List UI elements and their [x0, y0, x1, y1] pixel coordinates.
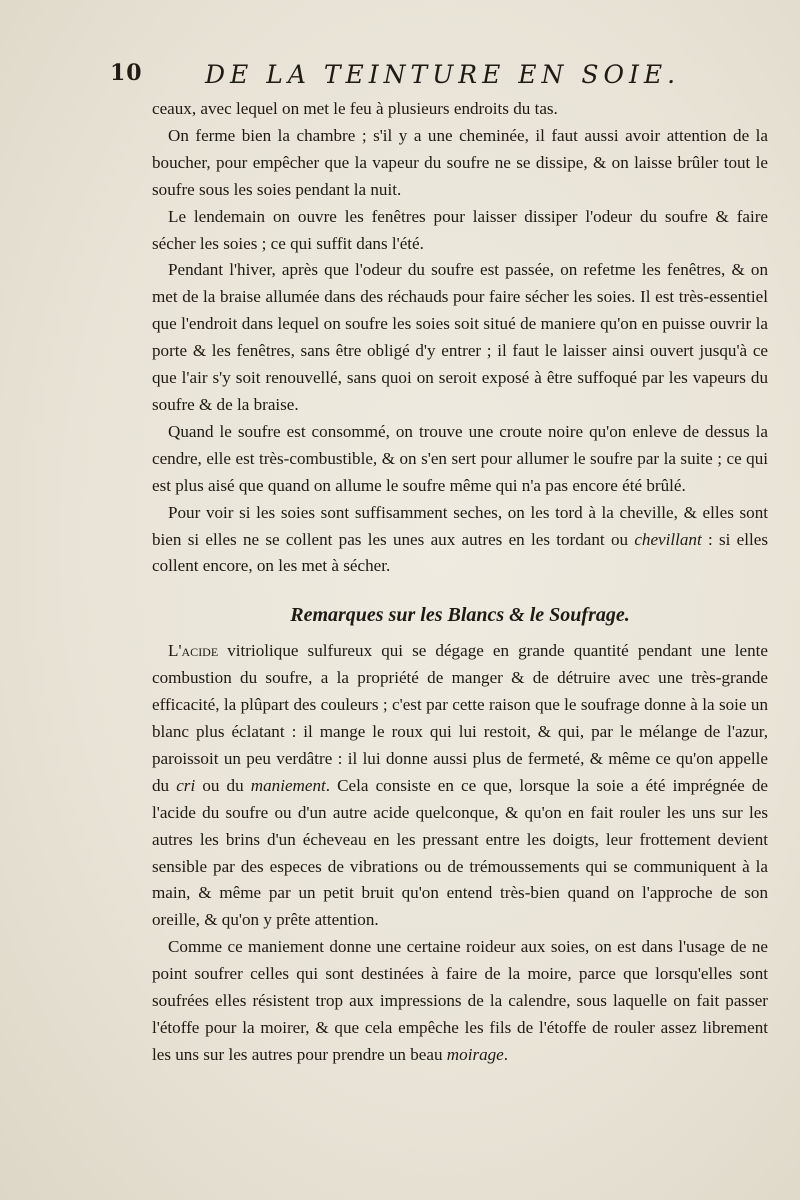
cheville-text: Pour voir si les soies sont suffisamment seches, on les tord à la cheville, & elles sont bien si elles ne se collent pas les unes aux autres en les tordant ou [152, 502, 768, 549]
running-head [110, 60, 760, 94]
running-title: DE LA TEINTURE EN SOIE. [205, 60, 681, 89]
section-heading: Remarques sur les Blancs & le Soufrage. [290, 604, 630, 627]
maniement-term: maniement [250, 775, 326, 795]
paragraph-continuation: ceaux, avec lequel on met le feu à plusieurs endroits du tas. [152, 99, 558, 118]
cheville-text-end: : si elles collent encore, on les met à sécher. [152, 529, 768, 576]
body-text [152, 96, 768, 1069]
paragraph-lendemain: Le lendemain on ouvre les fenêtres pour laisser dissiper l'odeur du soufre & faire sécher les soies ; ce qui suffit dans l'été. [152, 206, 768, 253]
moirage-text: Comme ce maniement donne une certaine roideur aux soies, on est dans l'usage de ne point soufrer celles qui sont destinées à faire de la moire, parce que lorsqu'elles sont soufrées elles résistent trop aux impressions de la calendre, sous laquelle on fait passer l'étoffe pour la moirer, & que cela empêche les fils de l'étoffe de rouler assez librement les uns sur les autres pour prendre un beau [152, 937, 768, 1064]
moirage-text-end: . [503, 1044, 509, 1064]
acide-text: vitriolique sulfureux qui se dégage en grande quantité pendant une lente combustion du soufre, a la propriété de manger & de détruire avec une très-grande efficacité, la plûpart des couleurs ; c'est par cette raison que le soufrage donne à la soie un blanc plus éclatant : il mange le roux qui lui restoit, & qui, par le mélange de l'azur, paroissoit un peu verdâtre : il lui donne aussi plus de fermeté, & même ce qu'on appelle du [152, 641, 768, 795]
paragraph-chambre: On ferme bien la chambre ; s'il y a une cheminée, il faut aussi avoir attention de la boucher, pour empêcher que la vapeur du soufre ne se dissipe, & on laisse brûler tout le soufre sous les soies pendant la nuit. [152, 125, 768, 199]
initial-word: L'acide [168, 641, 219, 661]
moirage-term: moirage [446, 1044, 504, 1064]
page-number: 10 [110, 60, 143, 86]
paragraph-acide [152, 638, 768, 934]
paragraph-hiver: Pendant l'hiver, après que l'odeur du soufre est passée, on refetme les fenêtres, & on met de la braise allumée dans des réchauds pour faire sécher les soies. Il est très-essentiel que l'endroit dans lequel on soufre les soies soit situé de maniere qu'on en puisse ouvrir la porte & les fenêtres, sans être obligé d'y entrer ; il faut le laisser ainsi ouvert jusqu'à ce que l'air s'y soit renouvellé, sans quoi on seroit exposé à être suffoqué par les vapeurs du soufre & de la braise. [152, 260, 768, 414]
cri-term: cri [176, 775, 196, 795]
paragraph-moirage [152, 934, 768, 1069]
acide-text-end: . Cela consiste en ce que, lorsque la soie a été imprégnée de l'acide du soufre ou d'un autre acide quelconque, & qu'on en fait rouler les uns sur les autres les brins d'un écheveau en les pressant entre les doigts, leur frottement devient sensible par des especes de vibrations ou de trémoussements qui se communiquent à la main, & même par un petit bruit qu'on entend très-bien quand on l'approche de son oreille, & qu'on y prête attention. [152, 775, 768, 930]
paragraph-croute: Quand le soufre est consommé, on trouve une croute noire qu'on enleve de dessus la cendre, elle est très-combustible, & on s'en sert pour allumer le soufre par la suite ; ce qui est plus aisé que quand on allume le soufre même qui n'a pas encore été brûlé. [152, 421, 768, 495]
chevillant-term: chevillant [634, 529, 702, 549]
paragraph-cheville [152, 500, 768, 581]
acide-text-mid: ou du [195, 775, 251, 795]
